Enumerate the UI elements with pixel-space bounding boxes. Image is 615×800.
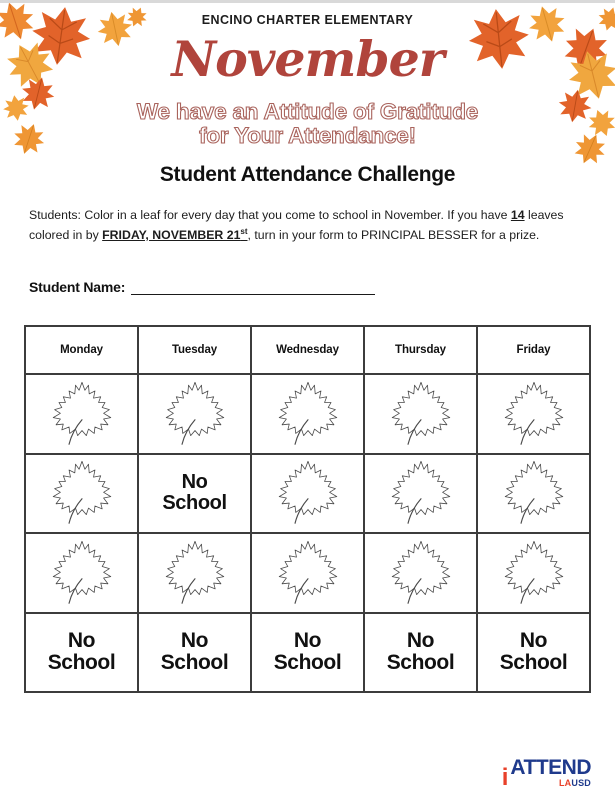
column-header-thursday [365, 327, 478, 373]
no-school-label: No School [47, 629, 116, 675]
instructions-part-1: Students: Color in a leaf for every day that you come to school in November. If you have [29, 208, 511, 222]
leaf-count-value: 14 [510, 208, 525, 222]
leaf-icon[interactable] [365, 455, 478, 533]
no-school-label: No School [386, 629, 455, 675]
no-school-label: No School [273, 629, 342, 675]
leaf-icon[interactable] [139, 534, 252, 612]
logo-text-stack [510, 756, 591, 788]
leaf-icon[interactable] [252, 375, 365, 453]
no-school-cell [365, 614, 478, 692]
column-header-label: Tuesday [171, 344, 218, 356]
attendance-chart-table [24, 325, 591, 693]
instructions-part-2: leaves colored in by [29, 208, 564, 242]
instructions-paragraph [29, 206, 589, 246]
leaf-icon[interactable] [365, 375, 478, 453]
logo-i-letter: i [501, 763, 509, 791]
column-header-label: Monday [60, 344, 103, 356]
student-name-input[interactable] [131, 280, 375, 295]
no-school-cell [139, 614, 252, 692]
logo-la-text: LA [558, 778, 572, 788]
leaf-icon[interactable] [26, 375, 139, 453]
column-header-wednesday [252, 327, 365, 373]
no-school-cell [26, 614, 139, 692]
deadline-date [102, 228, 247, 242]
school-name: ENCINO CHARTER ELEMENTARY [201, 13, 414, 27]
column-header-monday [26, 327, 139, 373]
no-school-label: No School [499, 629, 568, 675]
leaf-icon[interactable] [252, 534, 365, 612]
leaf-icon[interactable] [26, 455, 139, 533]
logo-usd-text: USD [571, 778, 591, 788]
no-school-cell [478, 614, 589, 692]
no-school-label: No School [160, 629, 229, 675]
table-row [26, 375, 589, 455]
leaf-icon[interactable] [478, 534, 589, 612]
no-school-cell [139, 455, 252, 533]
logo-attend-text: ATTEND [510, 756, 591, 780]
leaf-icon[interactable] [139, 375, 252, 453]
deadline-text: FRIDAY, NOVEMBER 21 [102, 228, 241, 242]
table-row [26, 455, 589, 535]
student-name-label: Student Name: [29, 279, 126, 295]
column-header-label: Wednesday [276, 344, 339, 356]
column-header-tuesday [139, 327, 252, 373]
student-name-row [29, 279, 375, 295]
table-row [26, 534, 589, 614]
no-school-label: No School [162, 471, 227, 515]
logo-lausd-text [559, 779, 591, 788]
month-title: November [171, 30, 444, 88]
column-header-label: Thursday [395, 344, 446, 356]
slogan-line-1: We have an Attitude of Gratitude [136, 99, 479, 124]
table-header-row [26, 327, 589, 375]
no-school-cell [252, 614, 365, 692]
table-row [26, 614, 589, 692]
deadline-ordinal-suffix: st [240, 226, 248, 236]
leaf-icon[interactable] [478, 455, 589, 533]
leaf-icon[interactable] [365, 534, 478, 612]
leaf-icon[interactable] [478, 375, 589, 453]
leaf-icon[interactable] [26, 534, 139, 612]
instructions-part-3: , turn in your form to PRINCIPAL BESSER for a prize. [247, 228, 540, 242]
leaf-icon[interactable] [252, 455, 365, 533]
slogan [0, 100, 615, 149]
iattend-lausd-logo [501, 756, 591, 791]
column-header-friday [478, 327, 589, 373]
slogan-line-2: for Your Attendance! [199, 123, 416, 149]
page-title: Student Attendance Challenge [159, 163, 456, 186]
column-header-label: Friday [516, 344, 551, 356]
